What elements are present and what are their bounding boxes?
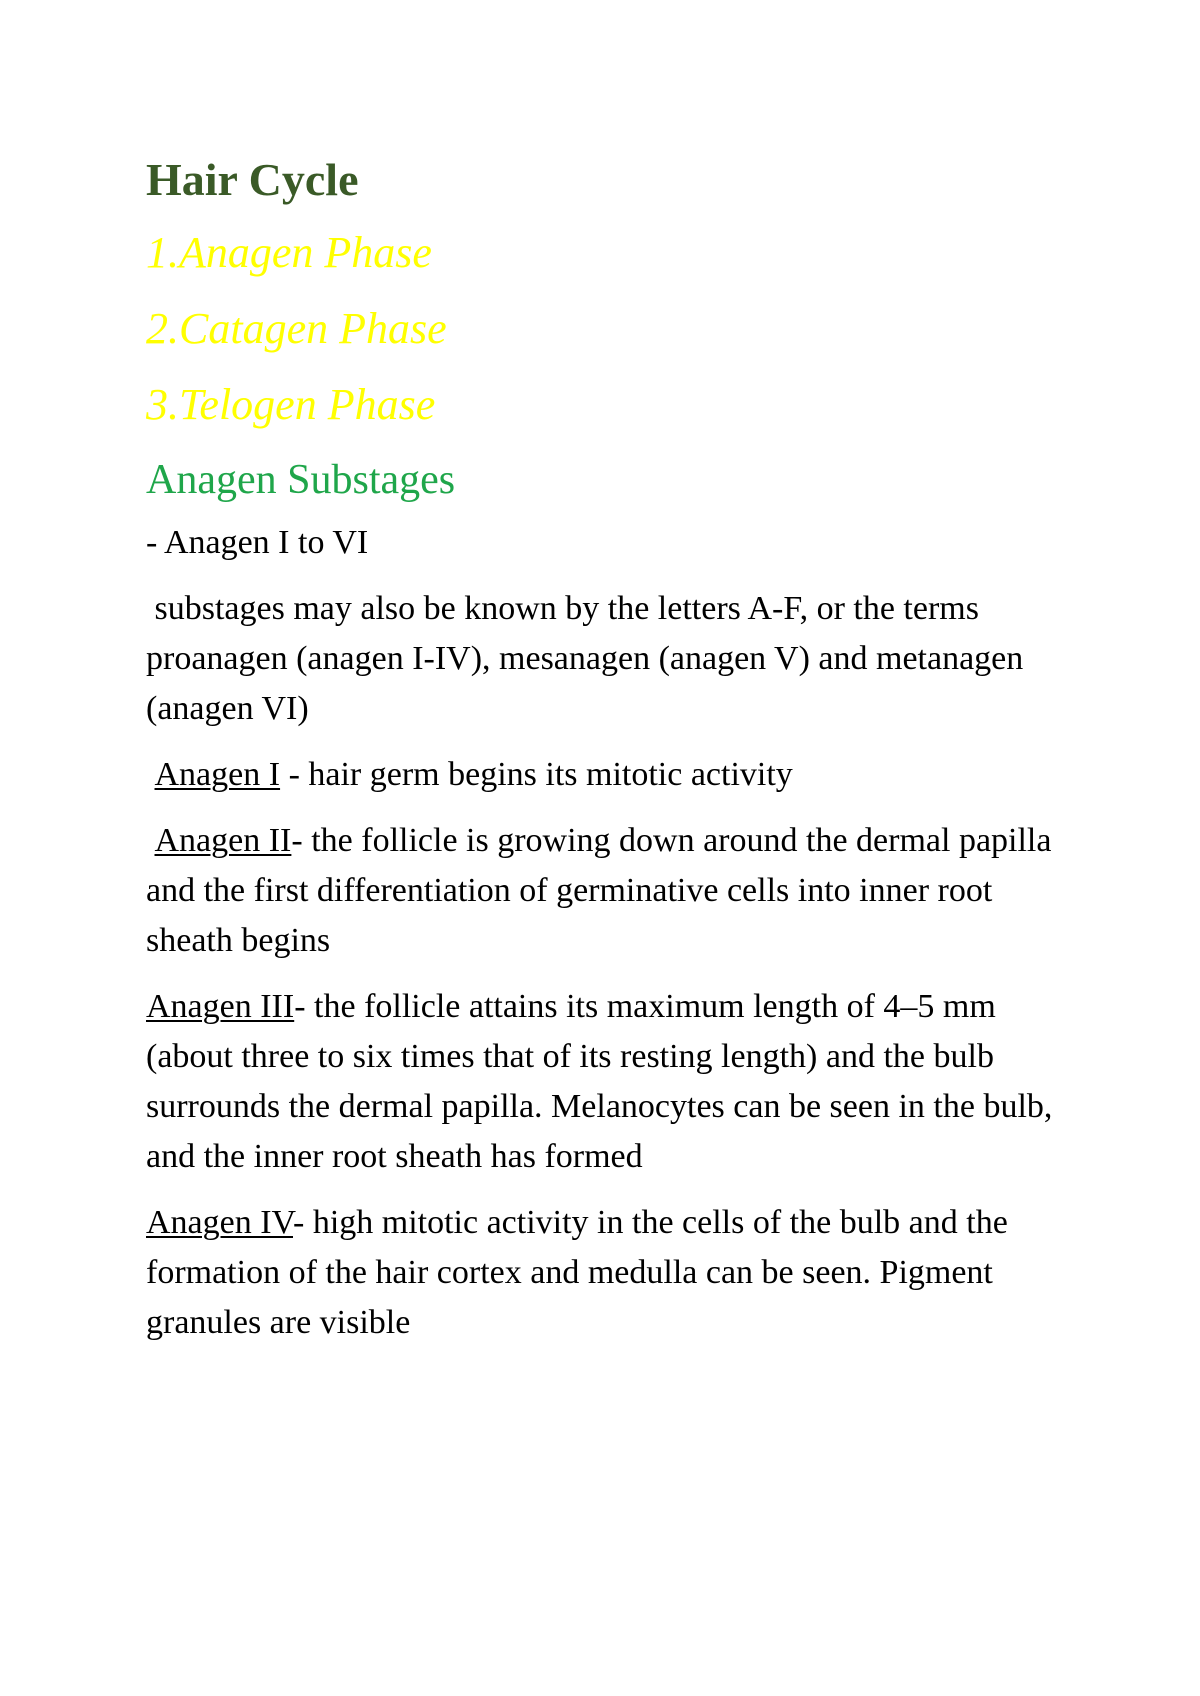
document-title: Hair Cycle — [146, 154, 359, 205]
stage-text: - high mitotic activity in the cells of the bulb and the formation of the hair cortex and medulla can be seen. Pigment granules are visible — [146, 1204, 1008, 1341]
stage-text: - the follicle attains its maximum length of 4–5 mm (about three to six times that of its resting length) and the bulb surrounds the dermal papilla. Melanocytes can be seen in the bulb, and the inner root sheath has formed — [146, 988, 1053, 1175]
stage-paragraph-anagen-4 — [146, 1198, 1066, 1348]
stage-text: - the follicle is growing down around the dermal papilla and the first differentiation of germinative cells into inner root sheath begins — [146, 822, 1060, 959]
phase-item-telogen: 3.Telogen Phase — [146, 380, 436, 429]
document-body — [146, 148, 1066, 1364]
stage-label: Anagen III — [146, 988, 295, 1025]
stage-label: Anagen IV — [146, 1204, 293, 1241]
stage-lead — [146, 756, 155, 793]
stage-text: - hair germ begins its mitotic activity — [280, 756, 793, 793]
stage-paragraph-anagen-2 — [146, 816, 1066, 966]
stage-label: Anagen II — [154, 822, 292, 859]
stage-paragraph-anagen-3 — [146, 982, 1066, 1182]
stage-label: Anagen I — [154, 756, 281, 793]
range-line: - Anagen I to VI — [146, 524, 369, 561]
phase-item-anagen: 1.Anagen Phase — [146, 228, 432, 277]
stage-lead — [146, 822, 155, 859]
stage-paragraph-anagen-1 — [146, 750, 1066, 800]
intro-paragraph: substages may also be known by the letters A-F, or the terms proanagen (anagen I-IV), mesanagen (anagen V) and metanagen (anagen VI) — [146, 590, 1032, 727]
section-heading: Anagen Substages — [146, 457, 456, 503]
phase-item-catagen: 2.Catagen Phase — [146, 304, 447, 353]
